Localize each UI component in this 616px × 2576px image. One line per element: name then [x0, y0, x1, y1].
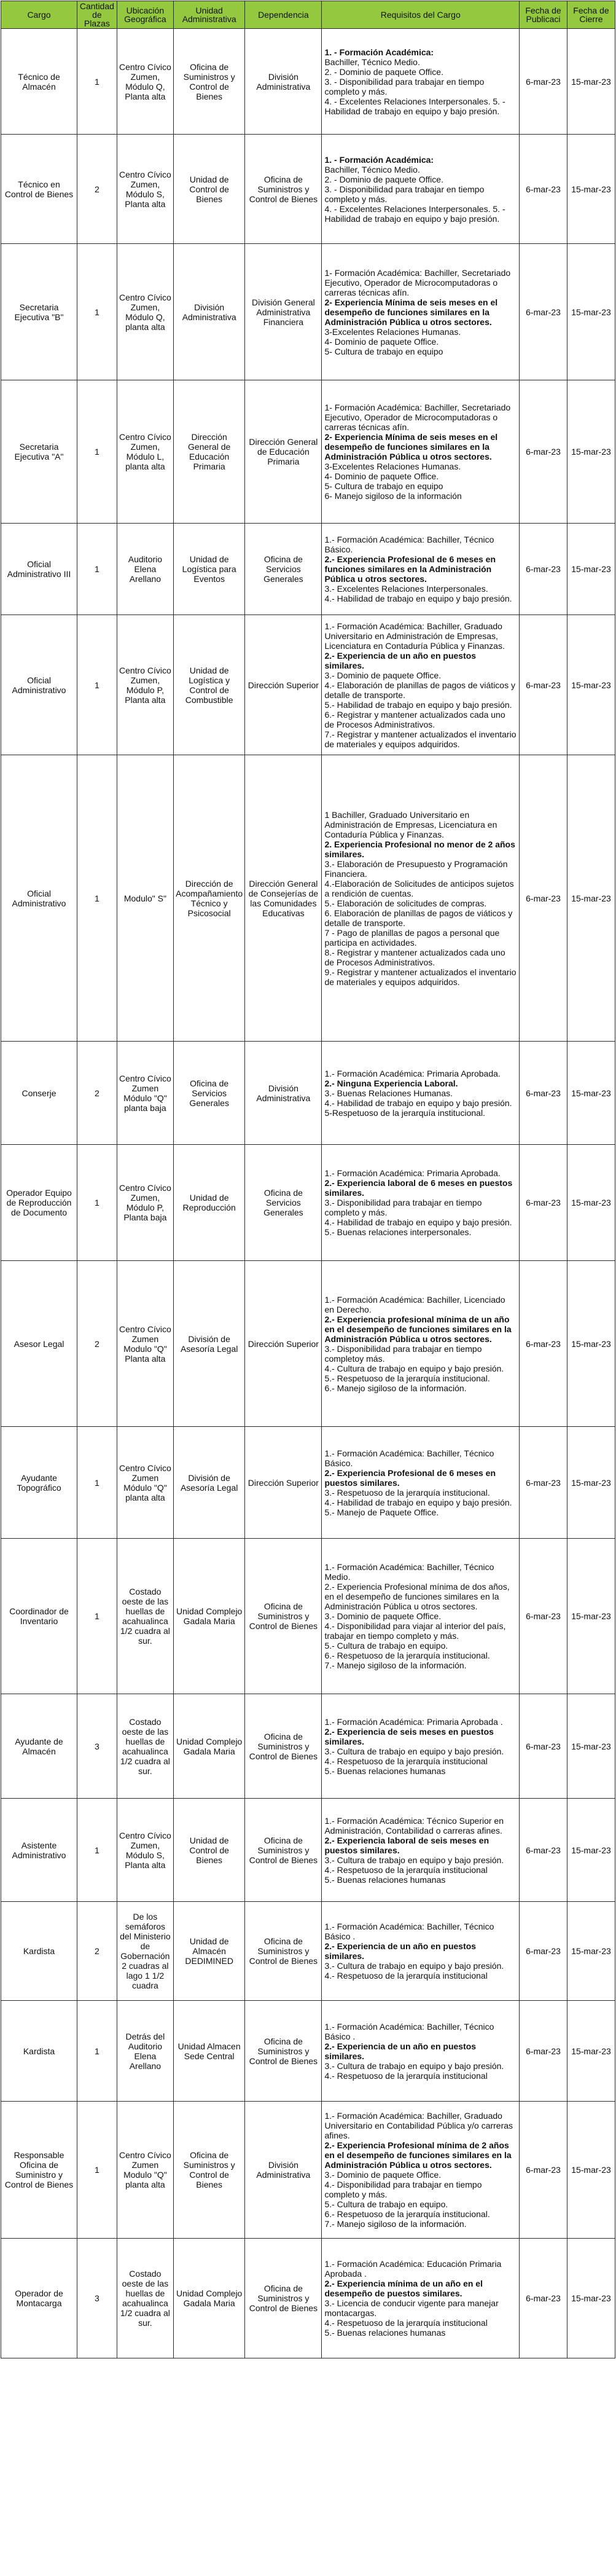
cell-cantidad: 2 [77, 1042, 117, 1145]
cell-cargo: Asesor Legal [1, 1261, 77, 1427]
table-row [1, 380, 615, 524]
cell-cantidad: 1 [77, 2001, 117, 2102]
cell-cierre: 15-mar-23 [567, 244, 615, 380]
header-requisitos: Requisitos del Cargo [322, 1, 520, 29]
cell-unidad: Unidad Almacen Sede Central [173, 2001, 244, 2102]
header-publicacion: Fecha de Publicaci [520, 1, 567, 29]
cell-requisitos [322, 244, 520, 380]
cell-publicacion: 6-mar-23 [520, 1902, 567, 2001]
cell-unidad: Unidad de Almacén DEDIMINED [173, 1902, 244, 2001]
requirement-line: 2.- Experiencia mínima de un año en el desempeño de puestos similares. [324, 2279, 483, 2298]
cell-cierre: 15-mar-23 [567, 1427, 615, 1539]
cell-cargo: Asistente Administrativo [1, 1799, 77, 1902]
cell-ubicacion: Modulo" S" [117, 755, 173, 1042]
cell-ubicacion: Centro Cívico Zumen, Módulo S, Planta alta [117, 1799, 173, 1902]
cell-unidad: Unidad de Control de Bienes [173, 135, 244, 244]
requirement-line: 3. - Disponibilidad para trabajar en tiempo completo y más. [324, 184, 485, 204]
cell-unidad: Unidad Complejo Gadala Maria [173, 2239, 244, 2358]
cell-requisitos [322, 615, 520, 755]
cell-dependencia: Oficina de Suministros y Control de Bienes [245, 135, 322, 244]
cell-requisitos [322, 524, 520, 615]
requirement-line: 4.- Respetuoso de la jerarquía institucional [324, 2070, 488, 2081]
cell-dependencia: Oficina de Servicios Generales [245, 524, 322, 615]
header-cargo: Cargo [1, 1, 77, 29]
requirement-line: 4.- Respetuoso de la jerarquía institucional [324, 1971, 488, 1981]
requirement-line: 1.- Formación Académica: Primaria Aprobada. [324, 1068, 501, 1078]
header-row [1, 1, 615, 29]
cell-dependencia: Oficina de Suministros y Control de Bienes [245, 1799, 322, 1902]
requirement-line: 3.- Dominio de paquete Office. [324, 670, 442, 680]
requirement-line: 4.-Elaboración de Solicitudes de anticipos sujetos a rendición de cuentas. [324, 878, 514, 898]
cell-cargo: Operador de Montacarga [1, 2239, 77, 2358]
requirement-line: 1.- Formación Académica: Técnico Superior en Administración, Contabilidad o carreras afines. [324, 1815, 504, 1836]
cell-publicacion: 6-mar-23 [520, 524, 567, 615]
requirement-line: 2.- Experiencia Profesional mínima de 2 años en el desempeño de funciones similares en la Administración Pública u otros sectores. [324, 2140, 512, 2170]
cell-requisitos [322, 2001, 520, 2102]
table-row [1, 29, 615, 135]
requirement-line: 1.- Formación Académica: Bachiller, Graduado Universitario en Contabilidad Pública y/o carreras afines. [324, 2111, 513, 2140]
cell-cantidad: 3 [77, 1694, 117, 1799]
cell-publicacion: 6-mar-23 [520, 1145, 567, 1261]
requirement-line: 2.- Ninguna Experiencia Laboral. [324, 1078, 458, 1088]
requirement-line: 4.- Respetuoso de la jerarquía institucional [324, 1864, 488, 1875]
cell-cargo: Técnico en Control de Bienes [1, 135, 77, 244]
cell-dependencia: División Administrativa [245, 2102, 322, 2239]
requirement-line: 1.- Formación Académica: Primaria Aprobada. [324, 1168, 501, 1178]
requirement-line: 5.- Cultura de trabajo en equipo. [324, 2199, 448, 2209]
requirement-line: 4. - Excelentes Relaciones Interpersonales. 5. - Habilidad de trabajo en equipo y bajo presión. [324, 96, 505, 116]
requirement-line: 4.- Disponibilidad para viajar al interior del país, trabajar en tiempo completo y más. [324, 1621, 506, 1641]
cell-requisitos [322, 755, 520, 1042]
cell-requisitos [322, 135, 520, 244]
cell-unidad: Oficina de Servicios Generales [173, 1042, 244, 1145]
requirement-line: 8.- Registrar y mantener actualizados cada uno de Procesos Administrativos. [324, 947, 505, 967]
requirement-line: 2.- Experiencia laboral de seis meses en puestos similares. [324, 1835, 489, 1855]
table-row [1, 1902, 615, 2001]
cell-cierre: 15-mar-23 [567, 755, 615, 1042]
cell-unidad: Unidad Complejo Gadala Maria [173, 1694, 244, 1799]
cell-publicacion: 6-mar-23 [520, 135, 567, 244]
cell-dependencia: Dirección Superior [245, 1261, 322, 1427]
cell-unidad: Unidad Complejo Gadala Maria [173, 1539, 244, 1694]
requirement-line: 2.- Experiencia de un año en puestos similares. [324, 1941, 477, 1961]
cell-ubicacion: De los semáforos del Ministerio de Gobernación 2 cuadras al lago 1 1/2 cuadra [117, 1902, 173, 2001]
cell-cargo: Secretaria Ejecutiva "A" [1, 380, 77, 524]
cell-cierre: 15-mar-23 [567, 2102, 615, 2239]
requirement-line: Bachiller, Técnico Medio. [324, 57, 420, 67]
requirement-line: 4- Dominio de paquete Office. [324, 471, 439, 481]
requirement-line: 4. - Excelentes Relaciones Interpersonales. 5. - Habilidad de trabajo en equipo y bajo presión. [324, 203, 505, 224]
requirement-line: 3-Excelentes Relaciones Humanas. [324, 461, 461, 471]
cell-publicacion: 6-mar-23 [520, 2001, 567, 2102]
cell-publicacion: 6-mar-23 [520, 615, 567, 755]
requirement-line: 3.- Dominio de paquete Office. [324, 2170, 442, 2180]
cell-cantidad: 1 [77, 380, 117, 524]
cell-cierre: 15-mar-23 [567, 2001, 615, 2102]
requirement-line: 6.- Registrar y mantener actualizados cada uno de Procesos Administrativos. [324, 709, 505, 729]
cell-cantidad: 1 [77, 755, 117, 1042]
cell-dependencia: Oficina de Servicios Generales [245, 1145, 322, 1261]
requirement-line: 3-Excelentes Relaciones Humanas. [324, 326, 461, 337]
cell-dependencia: Oficina de Suministros y Control de Bienes [245, 1694, 322, 1799]
requirement-line: 1.- Formación Académica: Educación Primaria Aprobada . [324, 2259, 502, 2279]
requirement-line: 4.- Habilidad de trabajo en equipo y bajo presión. [324, 594, 512, 603]
requirement-line: 1.- Formación Académica: Bachiller, Técnico Básico. [324, 1448, 494, 1468]
cell-unidad: Oficina de Suministros y Control de Bienes [173, 2102, 244, 2239]
cell-dependencia: División Administrativa [245, 1042, 322, 1145]
requirement-line: 7.- Manejo sigiloso de la información. [324, 2219, 467, 2229]
cell-cargo: Técnico de Almacén [1, 29, 77, 135]
requirement-line: 1. - Formación Académica: [324, 47, 434, 57]
requirement-line: 5.- Habilidad de trabajo en equipo y bajo presión. [324, 699, 512, 710]
requirement-line: 3.- Disponibilidad para trabajar en tiempo completoy más. [324, 1343, 482, 1364]
cell-cierre: 15-mar-23 [567, 524, 615, 615]
requirement-line: 1. - Formación Académica: [324, 154, 434, 165]
cell-publicacion: 6-mar-23 [520, 1261, 567, 1427]
cell-ubicacion: Costado oeste de las huellas de acahualinca 1/2 cuadra al sur. [117, 1539, 173, 1694]
cell-dependencia: Dirección General de Consejerías de las Comunidades Educativas [245, 755, 322, 1042]
cell-cantidad: 2 [77, 135, 117, 244]
cell-cantidad: 1 [77, 1539, 117, 1694]
cell-unidad: Unidad de Logística y Control de Combustible [173, 615, 244, 755]
cell-requisitos [322, 1694, 520, 1799]
cell-cierre: 15-mar-23 [567, 380, 615, 524]
requirement-line: 6.- Respetuoso de la jerarquía institucional. [324, 1651, 490, 1660]
requirement-line: 1.- Formación Académica: Bachiller, Licenciado en Derecho. [324, 1294, 505, 1314]
requirement-line: 4.- Disponibilidad para trabajar en tiempo completo y más. [324, 2180, 482, 2199]
requirement-line: 4.- Respetuoso de la jerarquía institucional [324, 1756, 488, 1766]
cell-unidad: Unidad de Reproducción [173, 1145, 244, 1261]
cell-requisitos [322, 380, 520, 524]
requirement-line: 6- Manejo sigiloso de la información [324, 491, 462, 501]
requirement-line: 5-Respetuoso de la jerarquía institucional. [324, 1107, 485, 1118]
cell-ubicacion: Auditorio Elena Arellano [117, 524, 173, 615]
requirement-line: 5.- Respetuoso de la jerarquía institucional. [324, 1373, 490, 1383]
requirement-line: 7.- Manejo sigiloso de la información. [324, 1660, 467, 1670]
requirement-line: 2- Experiencia Mínima de seis meses en el desempeño de funciones similares en la Administración Pública u otros sectores. [324, 432, 498, 461]
requirement-line: 1.- Formación Académica: Bachiller, Técnico Medio. [324, 1562, 494, 1582]
cell-cierre: 15-mar-23 [567, 1261, 615, 1427]
requirement-line: 5.- Buenas relaciones humanas [324, 1874, 446, 1885]
cell-cargo: Kardista [1, 2001, 77, 2102]
cell-cargo: Secretaria Ejecutiva "B" [1, 244, 77, 380]
table-row [1, 135, 615, 244]
table-row [1, 2239, 615, 2358]
cell-cantidad: 1 [77, 524, 117, 615]
cell-cierre: 15-mar-23 [567, 1145, 615, 1261]
cell-cantidad: 1 [77, 1427, 117, 1539]
cell-dependencia: Dirección General de Educación Primaria [245, 380, 322, 524]
cell-requisitos [322, 2102, 520, 2239]
cell-cargo: Operador Equipo de Reproducción de Documento [1, 1145, 77, 1261]
requirement-line: 3.- Dominio de paquete Office. [324, 1611, 442, 1621]
requirement-line: 3.- Respetuoso de la jerarquía institucional. [324, 1487, 490, 1498]
cell-publicacion: 6-mar-23 [520, 1539, 567, 1694]
cell-cierre: 15-mar-23 [567, 1042, 615, 1145]
cell-ubicacion: Centro Cívico Zumen, Módulo Q, planta alta [117, 244, 173, 380]
table-row [1, 1799, 615, 1902]
requirement-line: 2. Experiencia Profesional no menor de 2 años similares. [324, 839, 515, 859]
requirement-line: 9.- Registrar y mantener actualizados el inventario de materiales y equipos adquiridos. [324, 967, 517, 987]
requirement-line: 2.- Experiencia de un año en puestos similares. [324, 2041, 477, 2061]
cell-cantidad: 1 [77, 2102, 117, 2239]
cell-cargo: Coordinador de Inventario [1, 1539, 77, 1694]
cell-publicacion: 6-mar-23 [520, 29, 567, 135]
cell-cantidad: 2 [77, 1902, 117, 2001]
requirement-line: 2. - Dominio de paquete Office. [324, 66, 443, 77]
cell-unidad: Unidad de Control de Bienes [173, 1799, 244, 1902]
requirement-line: 3.- Excelentes Relaciones Interpersonales. [324, 584, 488, 594]
cell-cargo: Oficial Administrativo [1, 755, 77, 1042]
cell-publicacion: 6-mar-23 [520, 1042, 567, 1145]
requirement-line: 2. - Dominio de paquete Office. [324, 174, 443, 184]
cell-unidad: División de Asesoría Legal [173, 1261, 244, 1427]
table-row [1, 1694, 615, 1799]
cell-unidad: Oficina de Suministros y Control de Bienes [173, 29, 244, 135]
cell-cargo: Conserje [1, 1042, 77, 1145]
cell-ubicacion: Centro Cívico Zumen, Módulo Q, Planta alta [117, 29, 173, 135]
requirement-line: 4.- Cultura de trabajo en equipo y bajo presión. [324, 1363, 504, 1373]
cell-dependencia: Dirección Superior [245, 615, 322, 755]
cell-cargo: Ayudante Topográfico [1, 1427, 77, 1539]
table-row [1, 2001, 615, 2102]
header-cierre: Fecha de Cierre [567, 1, 615, 29]
cell-ubicacion: Costado oeste de las huellas de acahualinca 1/2 cuadra al sur. [117, 2239, 173, 2358]
cell-dependencia: Oficina de Suministros y Control de Bienes [245, 1902, 322, 2001]
requirement-line: 2- Experiencia Mínima de seis meses en el desempeño de funciones similares en la Administración Pública u otros sectores. [324, 297, 498, 327]
cell-requisitos [322, 1261, 520, 1427]
cell-requisitos [322, 1427, 520, 1539]
requirement-line: 3.- Disponibilidad para trabajar en tiempo completo y más. [324, 1198, 482, 1217]
cell-requisitos [322, 2239, 520, 2358]
table-row [1, 524, 615, 615]
cell-cierre: 15-mar-23 [567, 29, 615, 135]
requirement-line: 5.- Buenas relaciones humanas [324, 1765, 446, 1776]
requirement-line: 1.- Formación Académica: Bachiller, Técnico Básico. [324, 535, 494, 554]
requirement-line: 3.- Elaboración de Presupuesto y Programación Financiera. [324, 858, 508, 879]
table-row [1, 1539, 615, 1694]
cell-ubicacion: Centro Cívico Zumen Módulo "Q" planta alta [117, 1427, 173, 1539]
cell-unidad: Dirección General de Educación Primaria [173, 380, 244, 524]
cell-dependencia: División General Administrativa Financiera [245, 244, 322, 380]
cell-publicacion: 6-mar-23 [520, 1799, 567, 1902]
requirement-line: 4.- Habilidad de trabajo en equipo y bajo presión. [324, 1098, 512, 1108]
header-ubicacion: Ubicación Geográfica [117, 1, 173, 29]
requirement-line: 1 Bachiller, Graduado Universitario en Administración de Empresas, Licenciatura en Contaduría Pública y Finanzas. [324, 809, 497, 839]
requirement-line: 5.- Cultura de trabajo en equipo. [324, 1641, 448, 1651]
cell-ubicacion: Centro Cívico Zumen, Módulo L, planta alta [117, 380, 173, 524]
cell-dependencia: Oficina de Suministros y Control de Bienes [245, 2239, 322, 2358]
cell-ubicacion: Centro Cívico Zumen Módulo "Q" planta baja [117, 1042, 173, 1145]
requirement-line: 4.- Elaboración de planillas de pagos de viáticos y detalle de transporte. [324, 680, 515, 700]
cell-requisitos [322, 1902, 520, 2001]
requirement-line: 4- Dominio de paquete Office. [324, 336, 439, 347]
table-row [1, 1427, 615, 1539]
cell-unidad: Dirección de Acompañamiento Técnico y Psicosocial [173, 755, 244, 1042]
cell-cierre: 15-mar-23 [567, 615, 615, 755]
requirement-line: 1.- Formación Académica: Bachiller, Graduado Universitario en Administración de Empresas, Licenciatura en Contaduría Pública y Finanzas. [324, 621, 505, 651]
table-row [1, 1145, 615, 1261]
requirement-line: 3.- Licencia de conducir vigente para manejar montacargas. [324, 2298, 499, 2318]
cell-ubicacion: Centro Cívico Zumen, Módulo P, Planta alta [117, 615, 173, 755]
cell-requisitos [322, 1539, 520, 1694]
cell-cargo: Oficial Administrativo [1, 615, 77, 755]
header-dependencia: Dependencia [245, 1, 322, 29]
cell-cantidad: 1 [77, 1799, 117, 1902]
requirement-line: 3.- Cultura de trabajo en equipo y bajo presión. [324, 1961, 504, 1971]
requirement-line: 5.- Buenas relaciones interpersonales. [324, 1227, 472, 1237]
table-row [1, 1261, 615, 1427]
cell-publicacion: 6-mar-23 [520, 1694, 567, 1799]
requirement-line: 3.- Cultura de trabajo en equipo y bajo presión. [324, 1746, 504, 1756]
cell-ubicacion: Centro Cívico Zumen Modulo "Q" planta alta [117, 2102, 173, 2239]
cell-ubicacion: Centro Cívico Zumen, Módulo P, Planta baja [117, 1145, 173, 1261]
cell-cierre: 15-mar-23 [567, 1902, 615, 2001]
cell-publicacion: 6-mar-23 [520, 1427, 567, 1539]
requirement-line: 6.- Manejo sigiloso de la información. [324, 1383, 467, 1393]
cell-requisitos [322, 29, 520, 135]
requirement-line: 2.- Experiencia Profesional de 6 meses en puestos similares. [324, 1467, 496, 1488]
cell-cantidad: 1 [77, 244, 117, 380]
requirement-line: 6. Elaboración de planillas de pagos de viáticos y detalle de transporte. [324, 908, 513, 928]
cell-cantidad: 1 [77, 1145, 117, 1261]
requirement-line: 5.- Elaboración de solicitudes de compras. [324, 898, 487, 908]
cell-cierre: 15-mar-23 [567, 1539, 615, 1694]
requirement-line: 7 - Pago de planillas de pagos a personal que participa en actividades. [324, 927, 500, 948]
requirement-line: 3. - Disponibilidad para trabajar en tiempo completo y más. [324, 76, 485, 96]
requirement-line: 1- Formación Académica: Bachiller, Secretariado Ejecutivo, Operador de Microcomputadoras o carreras técnicas afín. [324, 267, 511, 297]
cell-ubicacion: Costado oeste de las huellas de acahualinca 1/2 cuadra al sur. [117, 1694, 173, 1799]
cell-ubicacion: Detrás del Auditorio Elena Arellano [117, 2001, 173, 2102]
requirement-line: 3.- Cultura de trabajo en equipo y bajo presión. [324, 1855, 504, 1865]
cell-cargo: Oficial Administrativo III [1, 524, 77, 615]
cell-dependencia: Oficina de Suministros y Control de Bienes [245, 1539, 322, 1694]
requirement-line: 1.- Formación Académica: Bachiller, Técnico Básico . [324, 2021, 494, 2041]
table-body [1, 29, 615, 2358]
table-row [1, 244, 615, 380]
requirement-line: 1- Formación Académica: Bachiller, Secretariado Ejecutivo, Operador de Microcomputadoras o carreras técnicas afín. [324, 402, 511, 432]
table-row [1, 615, 615, 755]
requirement-line: 4.- Habilidad de trabajo en equipo y bajo presión. [324, 1217, 512, 1227]
cell-cargo: Responsable Oficina de Suministro y Control de Bienes [1, 2102, 77, 2239]
cell-requisitos [322, 1042, 520, 1145]
table-row [1, 2102, 615, 2239]
requirement-line: 4.- Respetuoso de la jerarquía institucional [324, 2318, 488, 2328]
cell-cierre: 15-mar-23 [567, 1799, 615, 1902]
requirement-line: 2.- Experiencia profesional mínima de un año en el desempeño de funciones similares en la Administración Pública u otros sectores. [324, 1314, 512, 1344]
cell-publicacion: 6-mar-23 [520, 2239, 567, 2358]
cell-unidad: Unidad de Logística para Eventos [173, 524, 244, 615]
requirement-line: 6.- Respetuoso de la jerarquía institucional. [324, 2209, 490, 2219]
vacancies-table [1, 1, 615, 2358]
cell-dependencia: Oficina de Suministros y Control de Bienes [245, 2001, 322, 2102]
requirement-line: 2.- Experiencia Profesional mínima de dos años, en el desempeño de funciones similares en la Administración Pública u otros sectores. [324, 1582, 510, 1611]
requirement-line: 1.- Formación Académica: Bachiller, Técnico Básico . [324, 1922, 494, 1941]
requirement-line: 2.- Experiencia laboral de 6 meses en puestos similares. [324, 1178, 513, 1198]
requirement-line: 3.- Buenas Relaciones Humanas. [324, 1088, 453, 1098]
cell-cierre: 15-mar-23 [567, 2239, 615, 2358]
requirement-line: 5- Cultura de trabajo en equipo [324, 481, 443, 491]
cell-cargo: Kardista [1, 1902, 77, 2001]
table-row [1, 755, 615, 1042]
cell-ubicacion: Centro Cívico Zumen Modulo "Q" Planta alta [117, 1261, 173, 1427]
cell-publicacion: 6-mar-23 [520, 244, 567, 380]
header-unidad: Unidad Administrativa [173, 1, 244, 29]
requirement-line: 5.- Manejo de Paquete Office. [324, 1507, 439, 1517]
requirement-line: 4.- Habilidad de trabajo en equipo y bajo presión. [324, 1497, 512, 1507]
requirement-line: 2.- Experiencia Profesional de 6 meses en funciones similares en la Administración Pública u otros sectores. [324, 554, 496, 584]
header-cantidad: Cantidad de Plazas [77, 1, 117, 29]
cell-requisitos [322, 1799, 520, 1902]
cell-cierre: 15-mar-23 [567, 135, 615, 244]
cell-requisitos [322, 1145, 520, 1261]
cell-cierre: 15-mar-23 [567, 1694, 615, 1799]
cell-cantidad: 1 [77, 29, 117, 135]
cell-cantidad: 2 [77, 1261, 117, 1427]
table-row [1, 1042, 615, 1145]
requirement-line: 3.- Cultura de trabajo en equipo y bajo presión. [324, 2060, 504, 2071]
requirement-line: 5.- Buenas relaciones humanas [324, 2328, 446, 2338]
cell-cantidad: 1 [77, 615, 117, 755]
cell-publicacion: 6-mar-23 [520, 755, 567, 1042]
cell-cargo: Ayudante de Almacén [1, 1694, 77, 1799]
cell-unidad: División de Asesoría Legal [173, 1427, 244, 1539]
requirement-line: 2.- Experiencia de seis meses en puestos similares. [324, 1726, 494, 1746]
cell-dependencia: Dirección Superior [245, 1427, 322, 1539]
requirement-line: Bachiller, Técnico Medio. [324, 164, 420, 175]
cell-cantidad: 3 [77, 2239, 117, 2358]
cell-dependencia: División Administrativa [245, 29, 322, 135]
requirement-line: 2.- Experiencia de un año en puestos similares. [324, 650, 477, 670]
cell-ubicacion: Centro Cívico Zumen, Módulo S, Planta alta [117, 135, 173, 244]
requirement-line: 7.- Registrar y mantener actualizados el inventario de materiales y equipos adquiridos. [324, 729, 517, 749]
requirement-line: 1.- Formación Académica: Primaria Aprobada . [324, 1716, 503, 1727]
requirement-line: 5- Cultura de trabajo en equipo [324, 346, 443, 356]
cell-publicacion: 6-mar-23 [520, 380, 567, 524]
cell-unidad: División Administrativa [173, 244, 244, 380]
cell-publicacion: 6-mar-23 [520, 2102, 567, 2239]
